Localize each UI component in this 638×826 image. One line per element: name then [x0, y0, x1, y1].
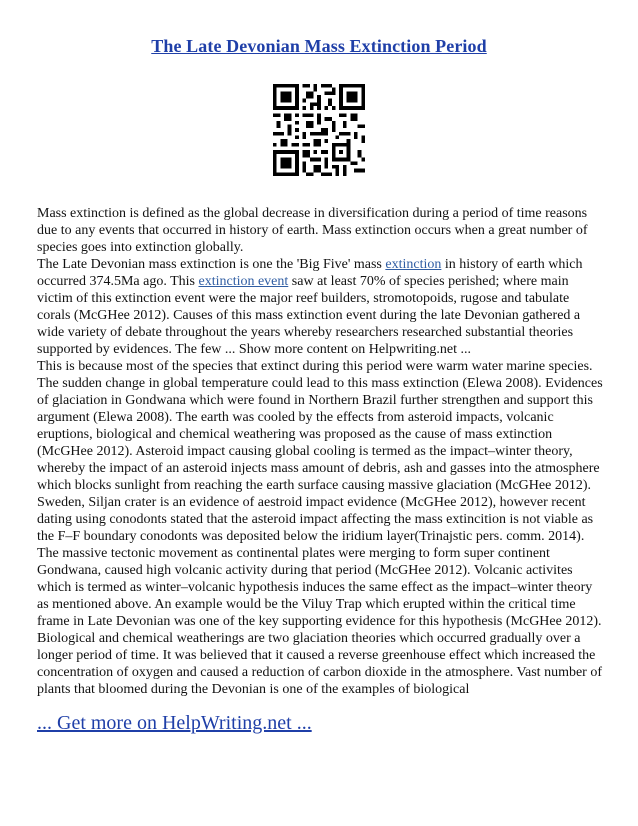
paragraph-big-five — [37, 256, 603, 358]
qr-code-image — [273, 84, 365, 176]
paragraph-text: saw at least 70% of species perished; where main victim of this extinction event were the major reef builders, stromotopoids, rugose and tabulate corals (McGHee 2012). Causes of this mass extinction event during the late Devonian gathered a wide variety of debate throughout the years whereby researchers researched substantial theories supported by evidences. The few ... Show more content on Helpwriting.net ... — [37, 274, 581, 357]
extinction-event-link[interactable]: extinction event — [198, 274, 289, 289]
qr-code-icon — [273, 84, 365, 176]
article-body — [37, 205, 603, 698]
get-more-link[interactable]: ... Get more on HelpWriting.net ... — [37, 712, 312, 734]
extinction-link[interactable]: extinction — [385, 257, 442, 272]
paragraph-text: The Late Devonian mass extinction is one the 'Big Five' mass — [37, 257, 386, 272]
paragraph-text: in history of earth which occurred 374.5Ma ago. This — [37, 257, 583, 289]
paragraph-intro: Mass extinction is defined as the global decrease in diversification during a period of time reasons due to any events that occurred in history of earth. Mass extinction occurs when a great number of species goes into extinction globally. — [37, 206, 588, 255]
page-title[interactable]: The Late Devonian Mass Extinction Period — [151, 36, 487, 56]
paragraph-causes: This is because most of the species that extinct during this period were warm water marine species. The sudden change in global temperature could lead to this mass extinction (Elewa 2008). Evidences of glaciation in Gondwana which were found in Northern Brazil further strengthen and support this argument (Elewa 2008). The earth was cooled by the effects from asteroid impacts, volcanic eruptions, biological and chemical weathering was proposed as the cause of mass extinction (McGHee 2012). Asteroid impact causing global cooling is termed as the impact–winter theory, whereby the impact of an asteroid injects mass amount of debris, ash and gasses into the atmosphere which blocks sunlight from reaching the earth surface causing massive glaciation (McGHee 2012). Sweden, Siljan crater is an evidence of aestroid impact evidence (McGHee 2012), however recent dating using conodonts stated that the asteroid impact affecting the mass extincition is not viable as the F–F boundary conodonts was deposited below the iridium layer(Trinajstic pers. comm. 2014). The massive tectonic movement as continental plates were merging to form super continent Gondwana, caused high volcanic activity during that period (McGHee 2012). Volcanic activites which is termed as winter–volcanic hypothesis induces the same effect as the impact–winter theory as mentioned above. An example would be the Viluy Trap which erupted within the critical time frame in Late Devonian was one of the key supporting evidence for this hypothesis (McGHee 2012). Biological and chemical weatherings are two glaciation theories which occurred gradually over a longer period of time. It was believed that it caused a reverse greenhouse effect which increased the concentration of oxygen and caused a reduction of carbon dioxide in the atmosphere. Vast number of plants that bloomed during the Devonian is one of the examples of biological — [37, 359, 603, 697]
